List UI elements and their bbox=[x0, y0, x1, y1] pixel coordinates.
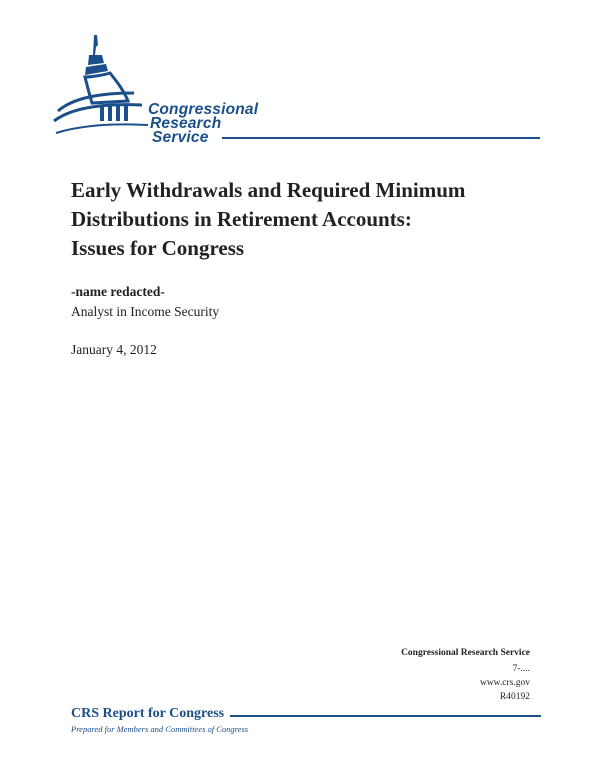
logo-text-service: Service bbox=[152, 129, 209, 146]
report-id: R40192 bbox=[499, 692, 530, 702]
author-role: Analyst in Income Security bbox=[71, 304, 220, 319]
logo-text-congressional: Congressional bbox=[148, 101, 259, 118]
capitol-dome-icon bbox=[52, 33, 152, 143]
footer-title: CRS Report for Congress bbox=[71, 706, 225, 721]
report-title-line-3: Issues for Congress bbox=[71, 236, 245, 260]
publisher-phone: 7-.... bbox=[512, 664, 530, 674]
footer-rule bbox=[230, 715, 541, 717]
header-rule bbox=[222, 137, 540, 139]
author-name: -name redacted- bbox=[71, 284, 165, 299]
report-title-line-1: Early Withdrawals and Required Minimum bbox=[71, 178, 466, 202]
footer-subtitle: Prepared for Members and Committees of Congress bbox=[71, 724, 249, 734]
publisher-name: Congressional Research Service bbox=[401, 648, 530, 658]
publisher-website: www.crs.gov bbox=[479, 678, 530, 688]
report-date: January 4, 2012 bbox=[71, 342, 157, 357]
report-title-line-2: Distributions in Retirement Accounts: bbox=[71, 207, 412, 231]
report-title bbox=[71, 176, 541, 263]
logo-text-research: Research bbox=[150, 115, 222, 132]
